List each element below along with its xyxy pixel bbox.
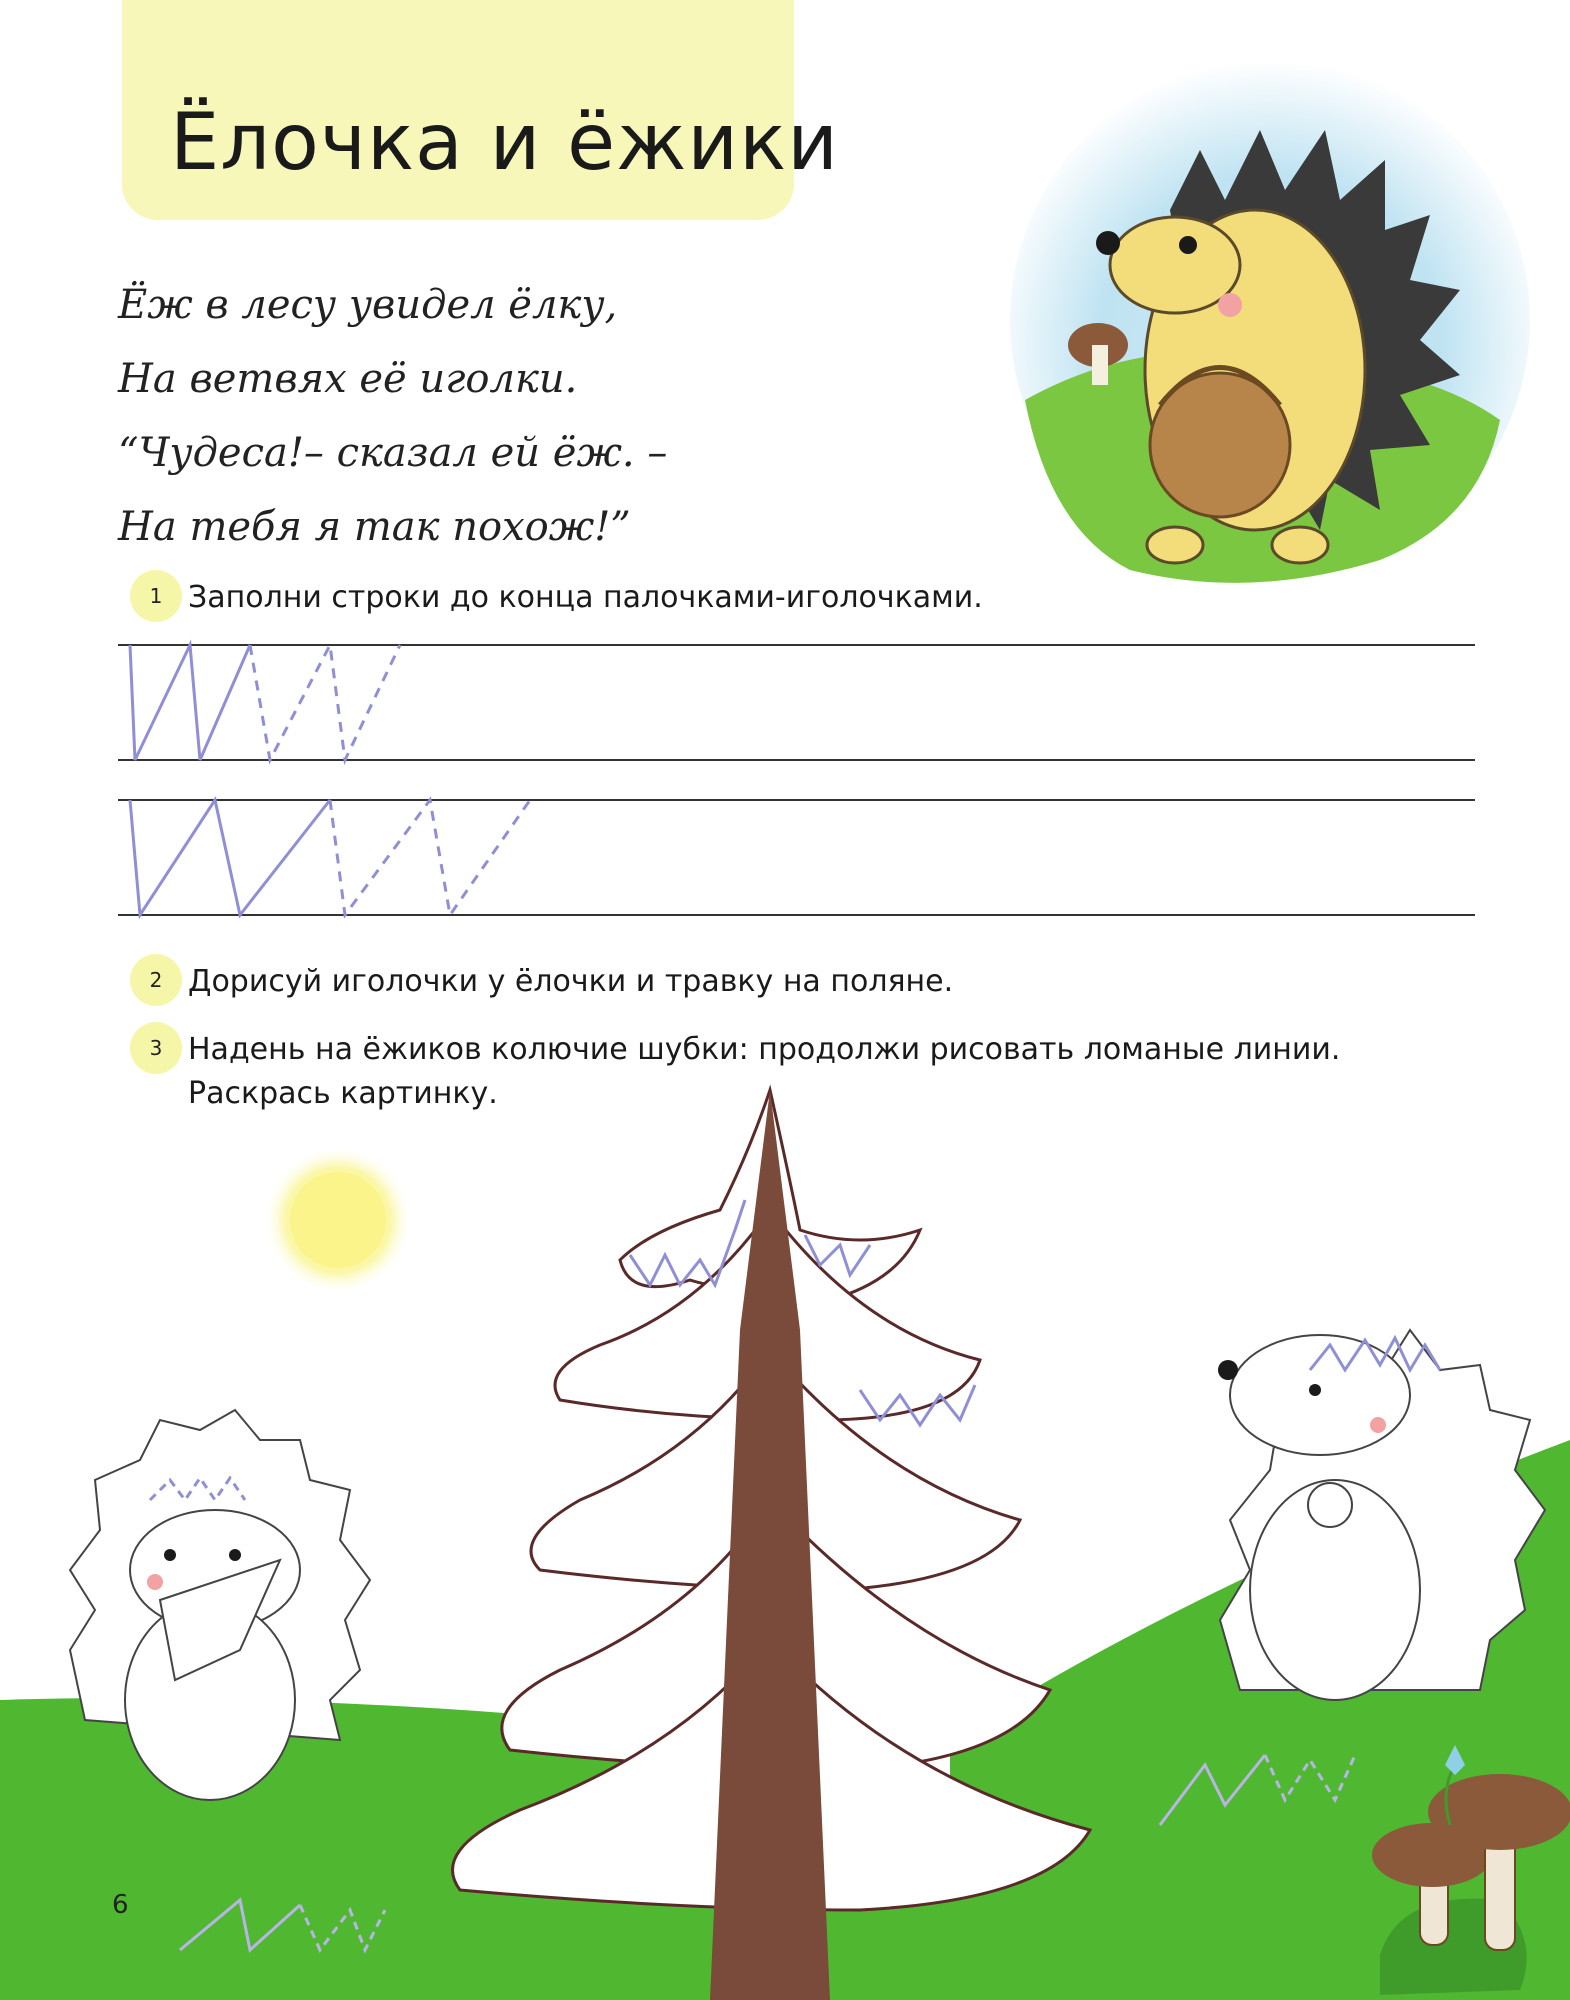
task-number-badge: 3 [130, 1022, 182, 1074]
task-text-line: Раскрась картинку. [188, 1076, 498, 1111]
poem-line: На ветвях её иголки. [118, 356, 578, 402]
fir-tree-outline[interactable] [453, 1090, 1091, 2000]
page-number: 6 [112, 1890, 129, 1920]
poem-line: Ёж в лесу увидел ёлку, [118, 282, 618, 328]
task-number-badge: 2 [130, 954, 182, 1006]
task-text-line: Дорисуй иголочки у ёлочки и травку на поляне. [188, 964, 954, 999]
page-title: Ёлочка и ёжики [170, 98, 839, 188]
task-text-line: Надень на ёжиков колючие шубки: продолжи рисовать ломаные линии. [188, 1032, 1341, 1067]
task-number-badge: 1 [130, 570, 182, 622]
poem-line: “Чудеса!– сказал ей ёж. – [118, 430, 668, 476]
poem-line: На тебя я так похож!” [118, 504, 631, 550]
task-text-line: Заполни строки до конца палочками-иголочками. [188, 580, 983, 615]
